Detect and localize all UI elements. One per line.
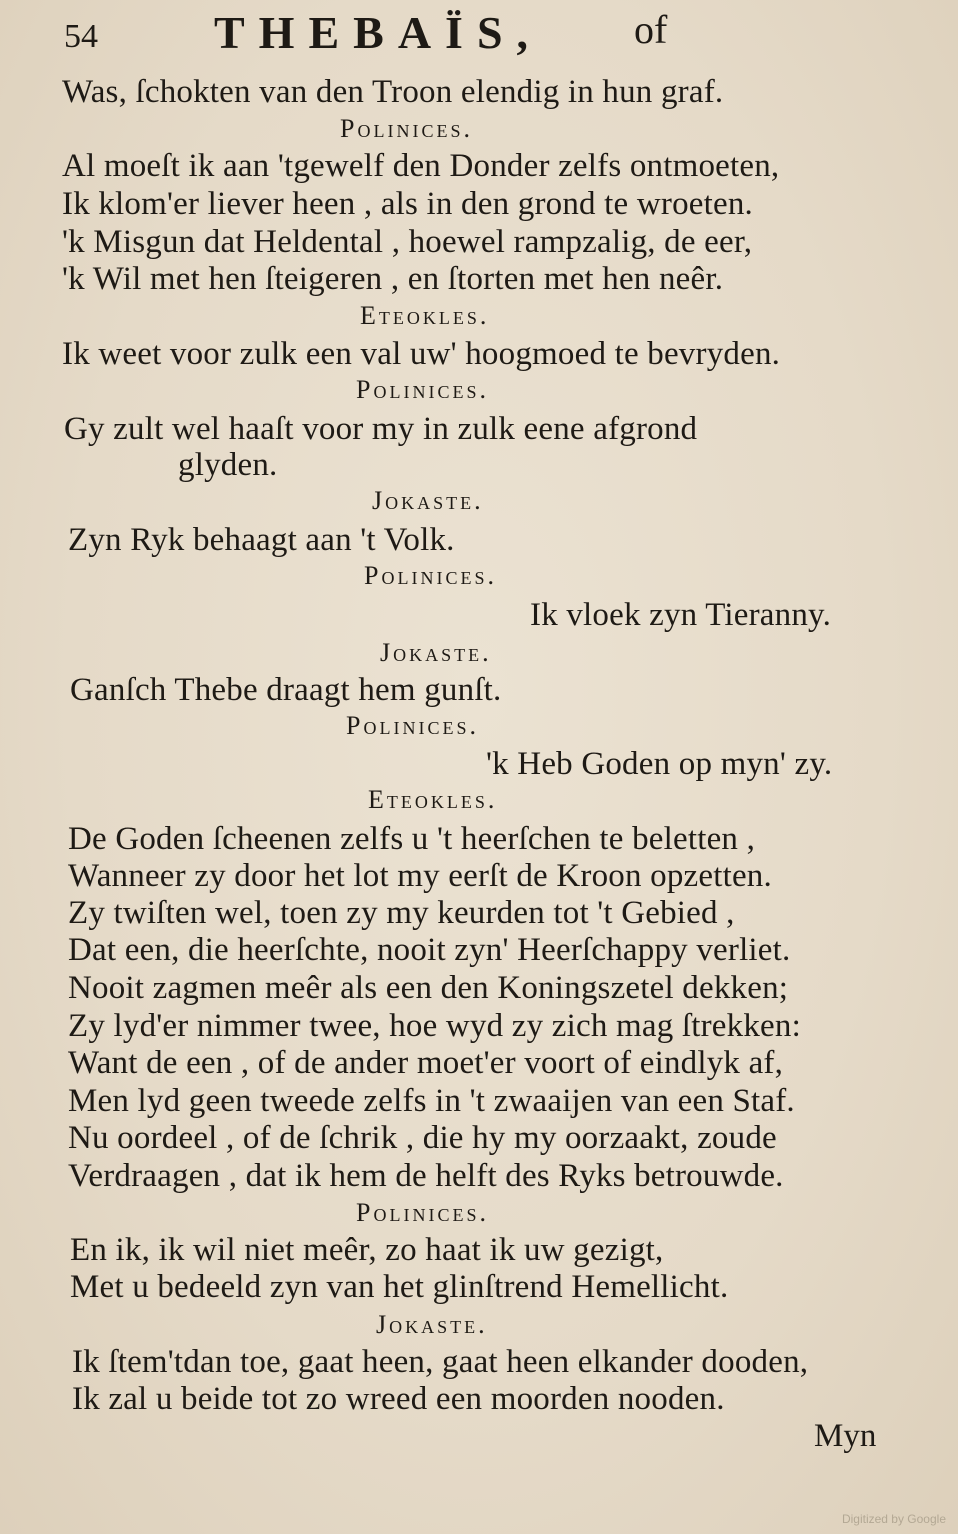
verse-line: Ik zal u beide tot zo wreed een moorden nooden. [72,1381,725,1417]
verse-line: Al moeſt ik aan 'tgewelf den Donder zelfs ontmoeten, [62,148,780,184]
speaker-name: Polinices. [356,1198,489,1227]
verse-line: En ik, ik wil niet meêr, zo haat ik uw gezigt, [70,1232,664,1268]
verse-line: Want de een , of de ander moet'er voort of eindlyk af, [68,1045,784,1081]
verse-line: 'k Misgun dat Heldental , hoewel rampzalig, de eer, [62,224,753,260]
speaker-name: Jokaste. [380,638,492,667]
speaker-name: Polinices. [346,711,479,740]
speaker-name: Eteokles. [368,785,498,814]
page-number: 54 [64,18,98,55]
speaker-name: Jokaste. [376,1310,488,1339]
verse-line: Zyn Ryk behaagt aan 't Volk. [68,522,455,558]
speaker-name: Polinices. [340,114,473,143]
verse-line: Men lyd geen tweede zelfs in 't zwaaijen van een Staf. [68,1083,795,1119]
verse-line: Ik ſtem'tdan toe, gaat heen, gaat heen elkander dooden, [72,1344,809,1380]
verse-line: 'k Wil met hen ſteigeren , en ſtorten met hen neêr. [62,261,724,297]
running-title: THEBAÏS, [214,7,543,58]
verse-line: 'k Heb Goden op myn' zy. [486,746,833,782]
running-title-suffix: of [634,7,668,52]
verse-line: Ik weet voor zulk een val uw' hoogmoed te bevryden. [62,336,781,372]
catchword: Myn [814,1418,877,1454]
verse-line: Gy zult wel haaſt voor my in zulk eene afgrond [64,411,698,447]
verse-line: Met u bedeeld zyn van het glinſtrend Hemellicht. [70,1269,729,1305]
verse-line: Verdraagen , dat ik hem de helft des Ryks betrouwde. [68,1158,784,1194]
verse-line: Zy twiſten wel, toen zy my keurden tot 't Gebied , [68,895,735,931]
verse-line: Nu oordeel , of de ſchrik , die hy my oorzaakt, zoude [68,1120,777,1156]
digitization-watermark: Digitized by Google [841,1512,946,1526]
verse-line: glyden. [178,447,278,483]
verse-line: Nooit zagmen meêr als een den Koningszetel dekken; [68,970,789,1006]
speaker-name: Eteokles. [360,301,490,330]
speaker-name: Jokaste. [372,486,484,515]
speaker-name: Polinices. [364,561,497,590]
verse-line: Wanneer zy door het lot my eerſt de Kroon opzetten. [68,858,772,894]
verse-line: Ik vloek zyn Tieranny. [530,597,832,633]
verse-line: De Goden ſcheenen zelfs u 't heerſchen te beletten , [68,821,756,857]
verse-line: Was, ſchokten van den Troon elendig in hun graf. [62,74,724,110]
verse-line: Dat een, die heerſchte, nooit zyn' Heerſchappy verliet. [68,932,791,968]
verse-line: Ik klom'er liever heen , als in den grond te wroeten. [62,186,753,222]
verse-line: Ganſch Thebe draagt hem gunſt. [70,672,502,708]
speaker-name: Polinices. [356,375,489,404]
verse-line: Zy lyd'er nimmer twee, hoe wyd zy zich mag ſtrekken: [68,1008,801,1044]
